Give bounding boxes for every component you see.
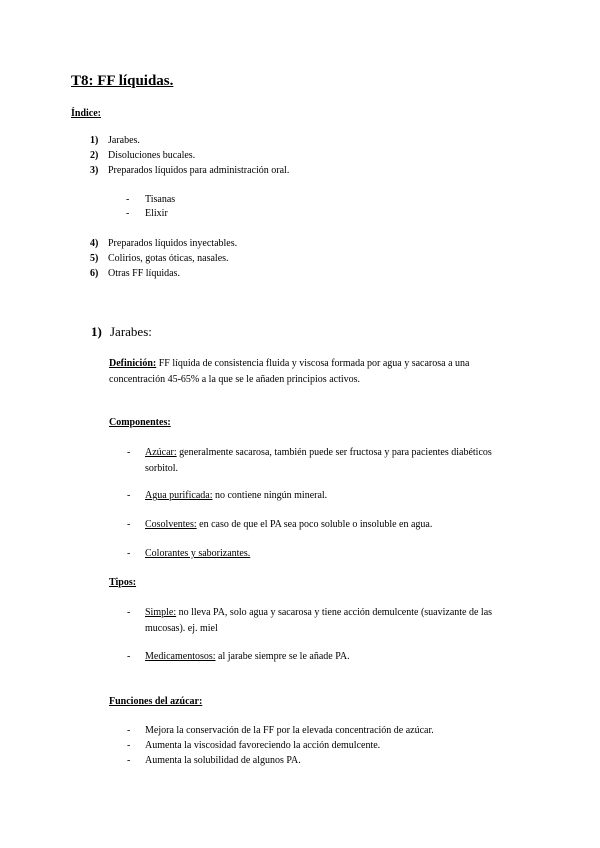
dash-bullet: -	[127, 740, 131, 751]
section-number: 1)	[91, 324, 102, 339]
item-label: Cosolventes:	[145, 519, 197, 530]
index-item-text: Jarabes.	[108, 135, 140, 146]
subitem-text: Elixir	[145, 208, 168, 219]
dash-bullet: -	[127, 447, 131, 458]
index-item-number: 5)	[90, 253, 99, 264]
sugar-functions-heading: Funciones del azúcar:	[109, 696, 203, 707]
dash-bullet: -	[127, 607, 131, 618]
index-item-number: 1)	[90, 135, 99, 146]
index-heading: Índice:	[71, 108, 101, 119]
index-item-number: 3)	[90, 165, 99, 176]
item-text: Mejora la conservación de la FF por la elevada concentración de azúcar.	[145, 725, 434, 736]
index-item-text: Otras FF líquidas.	[108, 268, 180, 279]
item-text: no contiene ningún mineral.	[212, 490, 328, 501]
item-text: no lleva PA, solo agua y sacarosa y tiene acción demulcente (suavizante de las mucosas). ej. miel	[145, 607, 493, 634]
section-title: Jarabes:	[110, 324, 152, 339]
dash-bullet: -	[126, 194, 130, 205]
item-label: Simple:	[145, 607, 177, 618]
page-title: T8: FF líquidas.	[71, 73, 174, 89]
index-item-text: Disoluciones bucales.	[108, 150, 196, 161]
index-item-text: Colirios, gotas óticas, nasales.	[108, 253, 229, 264]
subitem-text: Tisanas	[145, 194, 176, 205]
section-heading-jarabes	[91, 324, 152, 340]
definition-paragraph	[109, 356, 519, 388]
definition-text: FF líquida de consistencia fluida y viscosa formada por agua y sacarosa a una concentración 45-65% a la que se le añaden principios activos.	[109, 358, 470, 385]
item-label: Agua purificada:	[145, 490, 213, 501]
item-text: generalmente sacarosa, también puede ser fructosa y para pacientes diabéticos sorbitol.	[145, 447, 492, 474]
dash-bullet: -	[127, 519, 131, 530]
dash-bullet: -	[127, 725, 131, 736]
item-text: Aumenta la solubilidad de algunos PA.	[145, 755, 301, 766]
item-text: en caso de que el PA sea poco soluble o insoluble en agua.	[196, 519, 433, 530]
item-text: Aumenta la viscosidad favoreciendo la acción demulcente.	[145, 740, 381, 751]
dash-bullet: -	[127, 755, 131, 766]
dash-bullet: -	[127, 651, 131, 662]
index-item-text: Preparados líquidos inyectables.	[108, 238, 238, 249]
item-label: Colorantes y saborizantes.	[145, 548, 251, 559]
item-label: Medicamentosos:	[145, 651, 216, 662]
index-item-number: 4)	[90, 238, 99, 249]
item-label: Azúcar:	[145, 447, 177, 458]
index-item-number: 6)	[90, 268, 99, 279]
index-item-text: Preparados líquidos para administración oral.	[108, 165, 290, 176]
item-text: al jarabe siempre se le añade PA.	[215, 651, 350, 662]
types-heading: Tipos:	[109, 577, 137, 588]
index-item-number: 2)	[90, 150, 99, 161]
components-heading: Componentes:	[109, 417, 171, 428]
dash-bullet: -	[127, 548, 131, 559]
dash-bullet: -	[127, 490, 131, 501]
dash-bullet: -	[126, 208, 130, 219]
definition-label: Definición:	[109, 358, 157, 369]
